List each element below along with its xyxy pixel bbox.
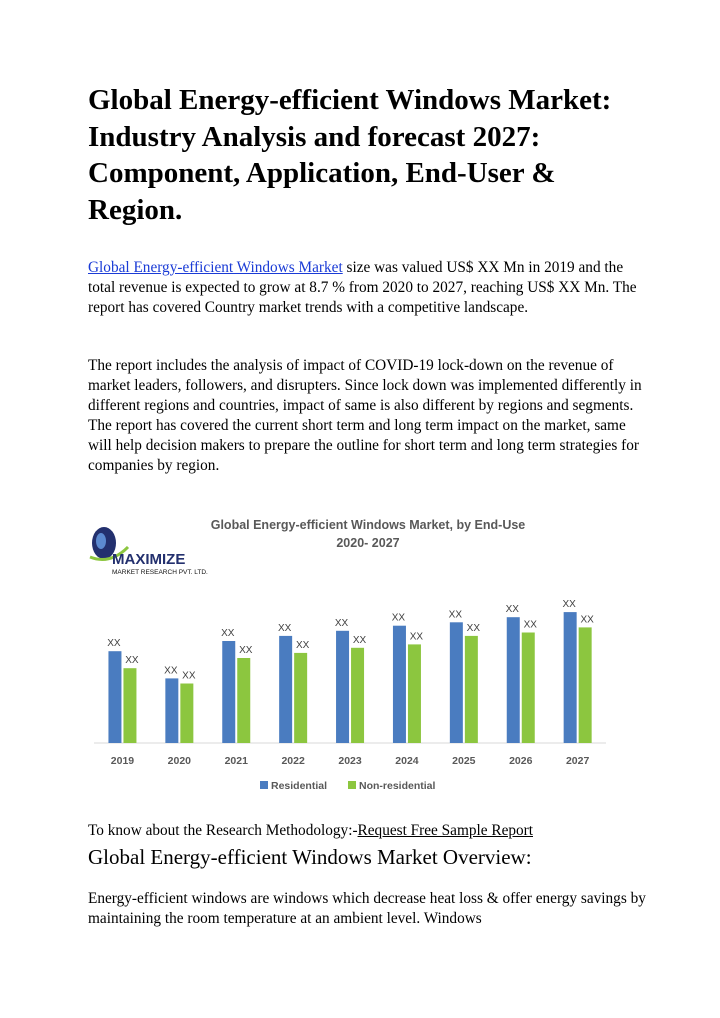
bar-non-residential-2027 xyxy=(579,627,592,743)
data-label-non-residential-2026: XX xyxy=(523,619,537,631)
data-label-non-residential-2021: XX xyxy=(239,645,253,656)
logo-globe-highlight xyxy=(96,533,106,549)
company-logo xyxy=(90,527,208,576)
bar-residential-2019 xyxy=(108,651,121,743)
bar-residential-2027 xyxy=(564,612,577,743)
request-sample-link[interactable]: Request Free Sample Report xyxy=(357,822,533,839)
x-tick-label-2022: 2022 xyxy=(281,755,305,767)
data-label-non-residential-2023: XX xyxy=(352,634,367,646)
bar-non-residential-2020 xyxy=(180,684,193,744)
bar-residential-2021 xyxy=(222,641,235,743)
overview-heading: Global Energy-efficient Windows Market Overview: xyxy=(88,845,532,869)
bar-non-residential-2022 xyxy=(294,653,307,743)
methodology-line xyxy=(88,822,533,840)
chart-subtitle: 2020- 2027 xyxy=(336,536,400,550)
legend-label-non-residential: Non-residential xyxy=(359,780,436,792)
x-tick-label-2023: 2023 xyxy=(338,755,362,767)
chart-title: Global Energy-efficient Windows Market, by End-Use xyxy=(210,518,526,532)
data-label-non-residential-2020: XX xyxy=(182,670,196,682)
data-label-residential-2020: XX xyxy=(164,665,178,677)
logo-subtitle: MARKET RESEARCH PVT. LTD. xyxy=(112,569,208,576)
data-label-non-residential-2022: XX xyxy=(295,639,310,651)
data-label-residential-2021: XX xyxy=(221,628,235,639)
bar-non-residential-2023 xyxy=(351,648,364,743)
data-label-residential-2027: XX xyxy=(562,599,576,611)
data-label-non-residential-2027: XX xyxy=(580,614,594,626)
chart-bars xyxy=(107,599,594,767)
bar-non-residential-2025 xyxy=(465,636,478,743)
data-label-residential-2023: XX xyxy=(334,617,349,629)
bar-residential-2025 xyxy=(450,622,463,743)
legend-swatch-residential xyxy=(260,781,268,789)
methodology-prefix: To know about the Research Methodology:- xyxy=(88,822,358,839)
data-label-residential-2026: XX xyxy=(505,604,519,616)
x-tick-label-2027: 2027 xyxy=(565,755,590,767)
data-label-residential-2019: XX xyxy=(107,638,121,650)
legend-label-residential: Residential xyxy=(271,780,328,792)
intro-paragraph xyxy=(88,258,648,318)
bar-residential-2026 xyxy=(507,617,520,743)
x-tick-label-2025: 2025 xyxy=(452,755,476,767)
data-label-non-residential-2019: XX xyxy=(125,655,139,667)
data-label-non-residential-2025: XX xyxy=(466,622,481,634)
bar-non-residential-2026 xyxy=(522,633,535,744)
bar-residential-2020 xyxy=(165,678,178,743)
market-report-link[interactable]: Global Energy-efficient Windows Market xyxy=(88,259,343,276)
bar-non-residential-2019 xyxy=(123,668,136,743)
bar-residential-2022 xyxy=(279,636,292,743)
data-label-non-residential-2024: XX xyxy=(409,631,424,643)
bar-residential-2023 xyxy=(336,631,349,743)
x-tick-label-2026: 2026 xyxy=(509,755,533,767)
x-tick-label-2024: 2024 xyxy=(395,755,419,767)
data-label-residential-2025: XX xyxy=(448,609,463,621)
bar-non-residential-2024 xyxy=(408,644,421,743)
bar-non-residential-2021 xyxy=(237,658,250,743)
x-tick-label-2021: 2021 xyxy=(224,755,248,767)
intro-text: size was valued US$ XX Mn in 2019 and the total revenue is expected to grow at 8.7 % from 2020 to 2027, reaching US$ XX Mn. The report has covered Country market trends with a competitive landscape. xyxy=(88,259,637,316)
covid-paragraph: The report includes the analysis of impact of COVID-19 lock-down on the revenue of market leaders, followers, and disrupters. Since lock down was implemented differently in different regions and countries, impact of same is also different by regions and segments. The report has covered the current short term and long term impact on the market, same will help decision makers to prepare the outline for short term and long term strategies for companies by region. xyxy=(88,357,642,474)
x-tick-label-2019: 2019 xyxy=(110,755,135,767)
bar-residential-2024 xyxy=(393,626,406,743)
x-tick-label-2020: 2020 xyxy=(167,755,192,767)
overview-paragraph: Energy-efficient windows are windows which decrease heat loss & offer energy savings by maintaining the room temperature at an ambient level. Windows xyxy=(88,890,646,927)
data-label-residential-2022: XX xyxy=(277,622,292,634)
chart-legend xyxy=(260,780,436,792)
data-label-residential-2024: XX xyxy=(391,612,406,624)
end-use-bar-chart xyxy=(80,505,630,805)
logo-name: MAXIMIZE xyxy=(112,551,186,568)
legend-swatch-non-residential xyxy=(348,781,356,789)
document-title: Global Energy-efficient Windows Market: Industry Analysis and forecast 2027: Component, Application, End-User & Region. xyxy=(88,84,612,226)
